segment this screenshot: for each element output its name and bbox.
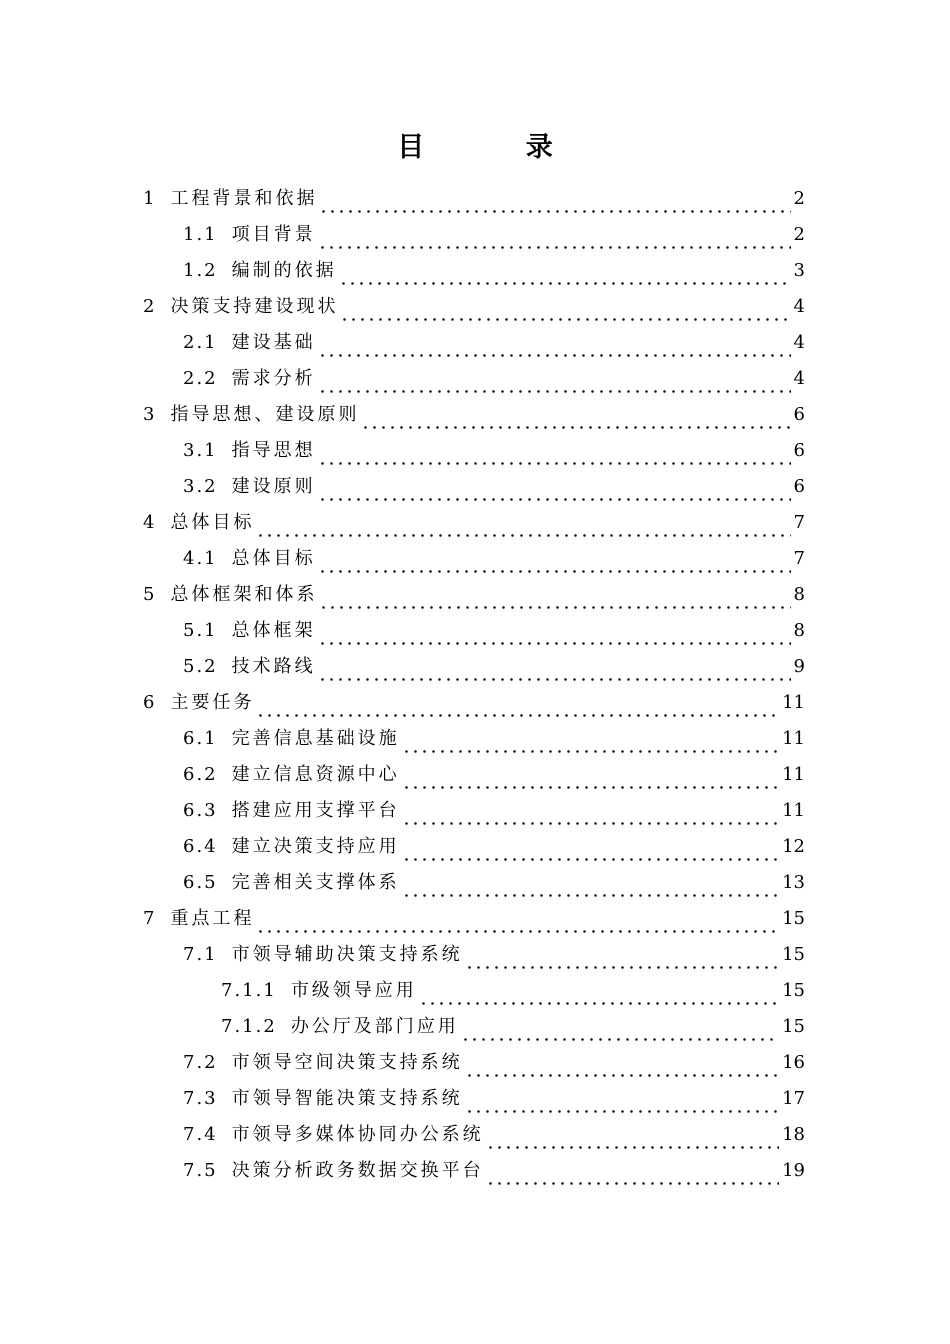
toc-entry-page-number: 18: [782, 1124, 805, 1145]
toc-entry-title: 市领导多媒体协同办公系统: [231, 1124, 484, 1145]
toc-entry-number: 7.4: [183, 1124, 218, 1145]
toc-dot-leader: [402, 865, 779, 901]
toc-entry-title: 项目背景: [231, 224, 316, 245]
toc-entry-page-number: 6: [793, 404, 805, 425]
toc-entry-number: 7.1.1: [221, 980, 277, 1001]
toc-entry-title: 市领导空间决策支持系统: [231, 1052, 463, 1073]
toc-entry-title: 主要任务: [170, 692, 255, 713]
toc-entry[interactable]: [0, 433, 950, 469]
toc-entry[interactable]: [0, 1009, 950, 1045]
toc-entry[interactable]: [0, 1045, 950, 1081]
toc-entry-number: 1: [143, 188, 157, 209]
toc-dot-leader: [256, 901, 779, 937]
toc-entry-title: 完善信息基础设施: [231, 728, 400, 749]
toc-dot-leader: [461, 1009, 779, 1045]
toc-entry-page-number: 8: [793, 584, 805, 605]
toc-dot-leader: [486, 1153, 779, 1189]
toc-entry[interactable]: [0, 613, 950, 649]
toc-entry-page-number: 7: [793, 512, 805, 533]
toc-entry[interactable]: [0, 397, 950, 433]
toc-entry-page-number: 4: [793, 368, 805, 389]
toc-entry-page-number: 2: [793, 224, 805, 245]
toc-entry[interactable]: [0, 577, 950, 613]
toc-entry-title: 重点工程: [170, 908, 255, 929]
toc-dot-leader: [402, 721, 779, 757]
toc-dot-leader: [465, 937, 779, 973]
toc-entry[interactable]: [0, 505, 950, 541]
toc-entry-number: 7.1.2: [221, 1016, 277, 1037]
toc-entry-number: 7.1: [183, 944, 218, 965]
toc-entry[interactable]: [0, 757, 950, 793]
toc-entry-number: 3.2: [183, 476, 218, 497]
toc-dot-leader: [318, 433, 791, 469]
toc-entry[interactable]: [0, 217, 950, 253]
toc-entry-number: 2: [143, 296, 157, 317]
toc-entry-number: 5.1: [183, 620, 218, 641]
toc-entry-page-number: 11: [782, 692, 805, 713]
toc-dot-leader: [486, 1117, 779, 1153]
toc-entry-number: 7.5: [183, 1160, 218, 1181]
toc-dot-leader: [319, 181, 790, 217]
toc-entry-title: 建立信息资源中心: [231, 764, 400, 785]
toc-entry-title: 总体框架和体系: [170, 584, 318, 605]
toc-entry-page-number: 17: [782, 1088, 805, 1109]
toc-entry-page-number: 8: [793, 620, 805, 641]
toc-dot-leader: [465, 1081, 779, 1117]
toc-dot-leader: [318, 613, 791, 649]
toc-entry-page-number: 11: [782, 728, 805, 749]
toc-entry[interactable]: [0, 541, 950, 577]
toc-dot-leader: [318, 649, 791, 685]
toc-entry-number: 7: [143, 908, 157, 929]
toc-entry[interactable]: [0, 793, 950, 829]
toc-entry-title: 需求分析: [231, 368, 316, 389]
toc-entry-number: 4.1: [183, 548, 218, 569]
toc-entry-page-number: 2: [793, 188, 805, 209]
toc-entry-number: 6.5: [183, 872, 218, 893]
toc-entry[interactable]: [0, 721, 950, 757]
toc-dot-leader: [256, 685, 779, 721]
toc-entry-title: 建立决策支持应用: [231, 836, 400, 857]
toc-entry[interactable]: [0, 1081, 950, 1117]
toc-entry[interactable]: [0, 865, 950, 901]
toc-entry-title: 指导思想、建设原则: [170, 404, 360, 425]
toc-entry-page-number: 7: [793, 548, 805, 569]
toc-entry[interactable]: [0, 973, 950, 1009]
toc-list: [0, 181, 950, 1189]
toc-entry-title: 建设原则: [231, 476, 316, 497]
toc-entry-page-number: 15: [782, 908, 805, 929]
toc-dot-leader: [318, 541, 791, 577]
toc-entry-page-number: 4: [793, 332, 805, 353]
toc-entry-page-number: 4: [793, 296, 805, 317]
toc-entry-title: 搭建应用支撑平台: [231, 800, 400, 821]
toc-entry-title: 技术路线: [231, 656, 316, 677]
toc-entry-page-number: 15: [782, 1016, 805, 1037]
toc-dot-leader: [465, 1045, 779, 1081]
toc-dot-leader: [318, 469, 791, 505]
toc-entry-page-number: 11: [782, 764, 805, 785]
toc-entry-page-number: 9: [793, 656, 805, 677]
toc-entry-page-number: 6: [793, 440, 805, 461]
toc-dot-leader: [402, 757, 779, 793]
toc-entry-page-number: 15: [782, 980, 805, 1001]
toc-entry-title: 决策支持建设现状: [170, 296, 339, 317]
toc-title: 目 录: [397, 132, 599, 163]
toc-entry-title: 决策分析政务数据交换平台: [231, 1160, 484, 1181]
toc-entry-title: 工程背景和依据: [170, 188, 318, 209]
toc-entry[interactable]: [0, 901, 950, 937]
toc-entry[interactable]: [0, 289, 950, 325]
toc-entry-number: 5.2: [183, 656, 218, 677]
toc-dot-leader: [318, 325, 791, 361]
toc-entry-page-number: 11: [782, 800, 805, 821]
toc-entry-number: 7.3: [183, 1088, 218, 1109]
toc-entry-title: 市级领导应用: [290, 980, 417, 1001]
toc-entry-number: 5: [143, 584, 157, 605]
toc-entry[interactable]: [0, 829, 950, 865]
toc-entry[interactable]: [0, 181, 950, 217]
toc-entry-number: 6.4: [183, 836, 218, 857]
toc-dot-leader: [319, 577, 790, 613]
toc-entry-number: 6.2: [183, 764, 218, 785]
toc-entry-page-number: 6: [793, 476, 805, 497]
toc-entry-title: 完善相关支撑体系: [231, 872, 400, 893]
toc-entry[interactable]: [0, 469, 950, 505]
toc-entry-number: 6.1: [183, 728, 218, 749]
toc-entry[interactable]: [0, 253, 950, 289]
toc-dot-leader: [402, 793, 779, 829]
toc-entry-page-number: 16: [782, 1052, 805, 1073]
toc-entry-number: 4: [143, 512, 157, 533]
toc-entry-number: 2.1: [183, 332, 218, 353]
toc-entry-number: 6.3: [183, 800, 218, 821]
toc-dot-leader: [419, 973, 779, 1009]
toc-entry[interactable]: [0, 361, 950, 397]
toc-entry[interactable]: [0, 1117, 950, 1153]
toc-entry-title: 总体目标: [231, 548, 316, 569]
toc-dot-leader: [339, 253, 791, 289]
toc-entry-title: 办公厅及部门应用: [290, 1016, 459, 1037]
toc-dot-leader: [340, 289, 790, 325]
toc-entry[interactable]: [0, 937, 950, 973]
toc-dot-leader: [361, 397, 790, 433]
toc-entry-number: 6: [143, 692, 157, 713]
toc-entry-number: 7.2: [183, 1052, 218, 1073]
toc-entry-number: 1.1: [183, 224, 218, 245]
toc-dot-leader: [402, 829, 779, 865]
toc-dot-leader: [256, 505, 790, 541]
toc-entry[interactable]: [0, 685, 950, 721]
toc-dot-leader: [318, 361, 791, 397]
toc-entry-number: 3: [143, 404, 157, 425]
toc-entry[interactable]: [0, 649, 950, 685]
toc-entry-number: 1.2: [183, 260, 218, 281]
toc-entry[interactable]: [0, 1153, 950, 1189]
toc-entry-page-number: 12: [782, 836, 805, 857]
toc-entry-title: 市领导辅助决策支持系统: [231, 944, 463, 965]
toc-entry-title: 指导思想: [231, 440, 316, 461]
toc-entry-page-number: 3: [793, 260, 805, 281]
toc-entry[interactable]: [0, 325, 950, 361]
toc-entry-number: 3.1: [183, 440, 218, 461]
toc-entry-title: 编制的依据: [231, 260, 337, 281]
toc-entry-title: 总体目标: [170, 512, 255, 533]
toc-entry-page-number: 15: [782, 944, 805, 965]
toc-entry-title: 市领导智能决策支持系统: [231, 1088, 463, 1109]
toc-entry-title: 总体框架: [231, 620, 316, 641]
toc-entry-number: 2.2: [183, 368, 218, 389]
toc-dot-leader: [318, 217, 791, 253]
toc-entry-page-number: 13: [782, 872, 805, 893]
toc-entry-title: 建设基础: [231, 332, 316, 353]
toc-entry-page-number: 19: [782, 1160, 805, 1181]
